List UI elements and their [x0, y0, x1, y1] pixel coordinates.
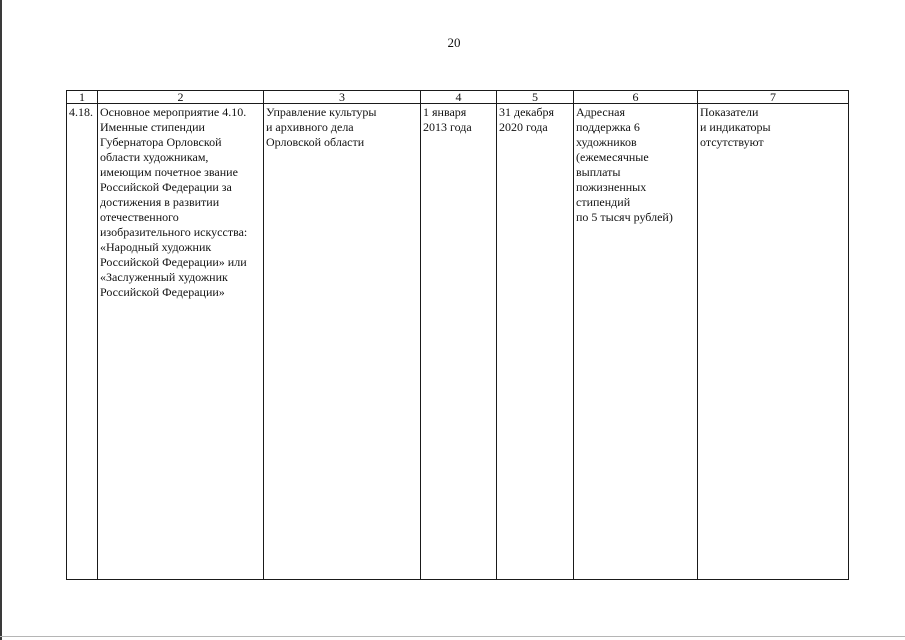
activity-line: «Народный художник [100, 240, 212, 254]
executor-line: Управление культуры [266, 105, 377, 119]
result-line: по 5 тысяч рублей) [576, 210, 673, 224]
scan-edge-bottom [0, 636, 905, 637]
activity-line: области художникам, [100, 150, 209, 164]
column-header-7: 7 [698, 91, 849, 104]
column-header-4: 4 [421, 91, 497, 104]
activity-line: Именные стипендии [100, 120, 205, 134]
activity-line: Российской Федерации за [100, 180, 232, 194]
result-line: пожизненных [576, 180, 647, 194]
end-date-line: 31 декабря [499, 105, 555, 119]
result-line: (ежемесячные [576, 150, 649, 164]
end-date-line: 2020 года [499, 120, 548, 134]
result-cell [574, 104, 698, 580]
result-line: художников [576, 135, 637, 149]
activity-table [66, 90, 849, 580]
result-line: стипендий [576, 195, 631, 209]
indicators-line: отсутствуют [700, 135, 764, 149]
start-date-line: 2013 года [423, 120, 472, 134]
activity-line: достижения в развитии [100, 195, 220, 209]
executor-cell [264, 104, 421, 580]
column-header-5: 5 [497, 91, 574, 104]
indicators-line: и индикаторы [700, 120, 771, 134]
column-header-3: 3 [264, 91, 421, 104]
result-line: поддержка 6 [576, 120, 640, 134]
activity-line: Российской Федерации» или [100, 255, 247, 269]
column-number-row [67, 91, 849, 104]
activity-line: Губернатора Орловской [100, 135, 222, 149]
executor-line: и архивного дела [266, 120, 354, 134]
column-header-6: 6 [574, 91, 698, 104]
activity-line: Российской Федерации» [100, 285, 225, 299]
page-number: 20 [447, 35, 461, 50]
row-number: 4.18. [69, 105, 93, 119]
scan-edge-left [0, 0, 2, 640]
start-date-cell [421, 104, 497, 580]
indicators-cell [698, 104, 849, 580]
column-header-2: 2 [98, 91, 264, 104]
start-date-line: 1 января [423, 105, 467, 119]
table-row [67, 104, 849, 580]
activity-cell [98, 104, 264, 580]
activity-line: изобразительного искусства: [100, 225, 248, 239]
executor-line: Орловской области [266, 135, 365, 149]
activity-line: имеющим почетное звание [100, 165, 238, 179]
result-line: Адресная [576, 105, 625, 119]
end-date-cell [497, 104, 574, 580]
indicators-line: Показатели [700, 105, 759, 119]
result-line: выплаты [576, 165, 621, 179]
activity-line: Основное мероприятие 4.10. [100, 105, 247, 119]
column-header-1: 1 [67, 91, 98, 104]
row-number-cell [67, 104, 98, 580]
activity-line: «Заслуженный художник [100, 270, 228, 284]
activity-line: отечественного [100, 210, 179, 224]
